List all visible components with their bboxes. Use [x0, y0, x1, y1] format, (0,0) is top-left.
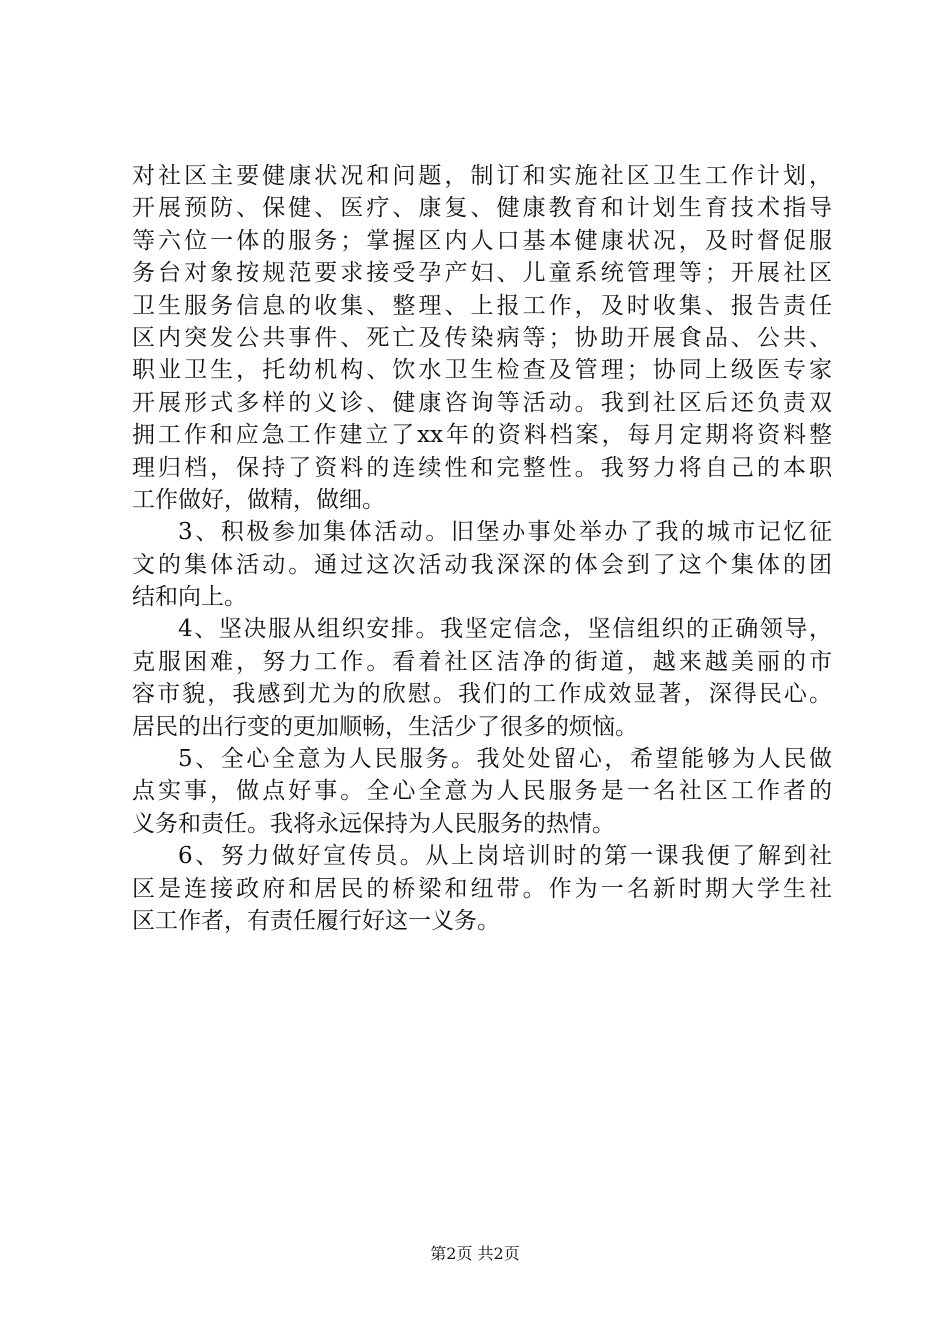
text-line: 工作做好，做精，做细。	[132, 486, 385, 513]
text-line: 文的集体活动。通过这次活动我深深的体会到了这个集体的团	[132, 551, 832, 578]
page-footer	[0, 1243, 950, 1265]
text-line: 卫生服务信息的收集、整理、上报工作，及时收集、报告责任	[132, 292, 832, 319]
document-body	[132, 160, 832, 937]
text-line: 等六位一体的服务；掌握区内人口基本健康状况，及时督促服	[132, 227, 832, 254]
paragraph-item-3-line: 3、积极参加集体活动。旧堡办事处举办了我的城市记忆征	[178, 519, 832, 546]
text-line: 结和向上。	[132, 584, 247, 611]
text-line: 职业卫生，托幼机构、饮水卫生检查及管理；协同上级医专家	[132, 357, 832, 384]
text-line: 区内突发公共事件、死亡及传染病等；协助开展食品、公共、	[132, 324, 832, 351]
text-line: 对社区主要健康状况和问题，制订和实施社区卫生工作计划，	[132, 163, 832, 189]
text-line: 容市貌，我感到尤为的欣慰。我们的工作成效显著，深得民心。	[132, 681, 832, 708]
text-line: 区工作者，有责任履行好这一义务。	[132, 907, 500, 934]
text-line: 克服困难，努力工作。看着社区洁净的街道，越来越美丽的市	[132, 648, 832, 675]
paragraph-item-5-line: 5、全心全意为人民服务。我处处留心，希望能够为人民做	[178, 746, 832, 773]
text-line: 义务和责任。我将永远保持为人民服务的热情。	[132, 810, 615, 837]
text-line: 居民的出行变的更加顺畅，生活少了很多的烦恼。	[132, 713, 638, 740]
paragraph-item-6-line: 6、努力做好宣传员。从上岗培训时的第一课我便了解到社	[178, 843, 832, 870]
page-number: 第2页 共2页	[430, 1244, 520, 1263]
text-line: 拥工作和应急工作建立了xx年的资料档案，每月定期将资料整	[132, 422, 832, 449]
text-line: 务台对象按规范要求接受孕产妇、儿童系统管理等；开展社区	[132, 260, 832, 287]
text-line: 区是连接政府和居民的桥梁和纽带。作为一名新时期大学生社	[132, 875, 832, 902]
text-line: 开展预防、保健、医疗、康复、健康教育和计划生育技术指导	[132, 195, 832, 222]
text-line: 点实事，做点好事。全心全意为人民服务是一名社区工作者的	[132, 778, 832, 805]
text-line: 理归档，保持了资料的连续性和完整性。我努力将自己的本职	[132, 454, 832, 481]
paragraph-item-4-line: 4、坚决服从组织安排。我坚定信念，坚信组织的正确领导，	[178, 616, 832, 643]
text-line: 开展形式多样的义诊、健康咨询等活动。我到社区后还负责双	[132, 389, 832, 416]
